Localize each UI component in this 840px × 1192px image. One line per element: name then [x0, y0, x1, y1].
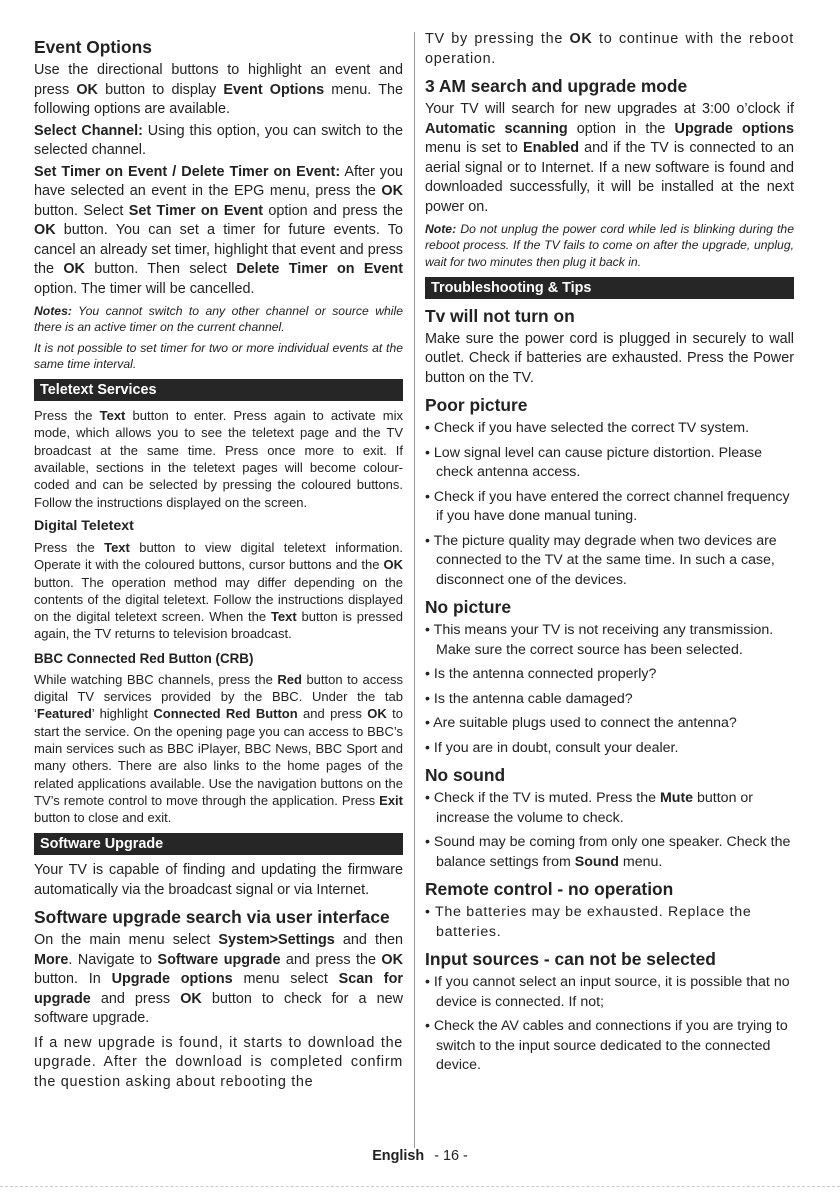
no-sound-heading: No sound [425, 765, 506, 786]
set-timer-text: Set Timer on Event / Delete Timer on Event: After you have selected an event in the EPG menu, press the OK button. Select Set Timer on Event option and press the OK button. You can set a timer for future events. To cancel an already set timer, highlight that event and press the OK button. Then select Delete Timer on Event option. The timer will be cancelled. [34, 163, 404, 297]
digital-teletext-body: Press the Text button to view digital teletext information. Operate it with the coloured buttons, cursor buttons and the OK button. The operation method may differ depending on the contents of the digital teletext. Follow the instructions displayed on the digital teletext screen. When the Text button is pressed again, the TV returns to television broadcast. [34, 539, 403, 642]
page-number: - 16 - [434, 1148, 468, 1164]
list-item: • Check the AV cables and connections if you are trying to switch to the input source dedicated to the connected device. [425, 1018, 788, 1074]
column-divider [414, 32, 415, 1148]
tv-not-on-body: Make sure the power cord is plugged in securely to wall outlet. Check if batteries are exhausted. Press the Power button on the TV. [425, 330, 794, 386]
list-item: • Is the antenna connected properly? [425, 666, 657, 683]
select-channel-text: Select Channel: Using this option, you can switch to the selected channel. [34, 122, 403, 158]
list-item: • Is the antenna cable damaged? [425, 690, 633, 707]
list-item: • Check if the TV is muted. Press the Mute button or increase the volume to check. [425, 790, 754, 826]
software-upgrade-bar: Software Upgrade [34, 833, 403, 855]
bottom-rule [0, 1186, 840, 1187]
right-column [425, 30, 794, 1081]
software-upgrade-body: Your TV is capable of finding and updating the firmware automatically via the broadcast signal or via Internet. [34, 862, 403, 898]
am-search-heading: 3 AM search and upgrade mode [425, 76, 688, 96]
timer-note-2: It is not possible to set timer for two or more individual events at the same time interval. [34, 340, 403, 371]
list-item: • Check if you have selected the correct TV system. [425, 420, 750, 437]
bbc-crb-heading: BBC Connected Red Button (CRB) [34, 650, 254, 666]
remote-control-list [425, 903, 794, 942]
am-search-note: Note: Do not unplug the power cord while led is blinking during the reboot process. If the TV fails to come on after the upgrade, unplug, wait for two minutes then plug it back in. [425, 222, 794, 269]
teletext-services-bar: Teletext Services [34, 379, 403, 401]
list-item: • Low signal level can cause picture distortion. Please check antenna access. [425, 444, 762, 481]
list-item: • If you cannot select an input source, it is possible that no device is connected. If not; [425, 974, 790, 1010]
troubleshooting-bar: Troubleshooting & Tips [425, 277, 794, 299]
poor-picture-list [425, 419, 794, 590]
tv-not-on-heading: Tv will not turn on [425, 305, 575, 326]
software-ui-heading: Software upgrade search via user interface [34, 907, 390, 928]
list-item: • The batteries may be exhausted. Replace the batteries. [425, 904, 752, 940]
am-search-body: Your TV will search for new upgrades at 3:00 o’clock if Automatic scanning option in the Upgrade options menu is set to Enabled and if the TV is connected to an aerial signal or to Internet. If a new software is found and downloaded successfully, it will be installed at the next power on. [425, 101, 794, 215]
event-options-intro: Use the directional buttons to highlight an event and press OK button to display Event Options menu. The following options are available. [34, 62, 403, 117]
input-sources-list [425, 973, 794, 1076]
left-column [34, 30, 403, 1092]
remote-control-heading: Remote control - no operation [425, 879, 674, 900]
download-body: If a new upgrade is found, it starts to download the upgrade. After the download is completed confirm the question asking about rebooting the [34, 1034, 403, 1090]
teletext-body: Press the Text button to enter. Press again to activate mix mode, which allows you to see the teletext page and the TV broadcast at the same time. Press once more to exit. If available, sections in the teletext pages will become colour-coded and can be selected by pressing the coloured buttons. Follow the instructions displayed on the screen. [34, 408, 403, 510]
digital-teletext-heading: Digital Teletext [34, 517, 134, 534]
footer-language: English [372, 1148, 425, 1164]
no-picture-heading: No picture [425, 597, 511, 618]
list-item: • This means your TV is not receiving any transmission. Make sure the correct source has been selected. [425, 622, 774, 658]
list-item: • Sound may be coming from only one speaker. Check the balance settings from Sound menu. [425, 834, 791, 870]
page-footer [0, 1148, 840, 1164]
list-item: • Are suitable plugs used to connect the antenna? [425, 715, 737, 732]
poor-picture-heading: Poor picture [425, 395, 528, 416]
list-item: • The picture quality may degrade when two devices are connected to the TV at the same time. In such a case, disconnect one of the devices. [425, 532, 777, 588]
event-options-heading: Event Options [34, 37, 152, 57]
list-item: • If you are in doubt, consult your dealer. [425, 739, 679, 756]
bbc-crb-body: While watching BBC channels, press the Red button to access digital TV services provided by the BBC. Under the tab ‘Featured’ highlight Connected Red Button and press OK to start the service. On the opening page you can access to BBC’s main services such as BBC iPlayer, BBC News, BBC Sport and many others. There are also links to the home pages of the related applications available. Use the navigation buttons on the TV’s remote control to move through the application. Press Exit button to close and exit. [34, 671, 403, 826]
reboot-continued: TV by pressing the OK to continue with the reboot operation. [425, 31, 794, 67]
list-item: • Check if you have entered the correct channel frequency if you have done manual tuning. [425, 488, 790, 525]
input-sources-heading: Input sources - can not be selected [425, 949, 716, 970]
no-picture-list [425, 621, 794, 758]
software-ui-body: On the main menu select System>Settings and then More. Navigate to Software upgrade and press the OK button. In Upgrade options menu select Scan for upgrade and press OK button to check for a new software upgrade. [34, 932, 403, 1027]
timer-note: Notes: You cannot switch to any other channel or source while there is an active timer on the current channel. [34, 304, 403, 335]
no-sound-list [425, 789, 794, 872]
